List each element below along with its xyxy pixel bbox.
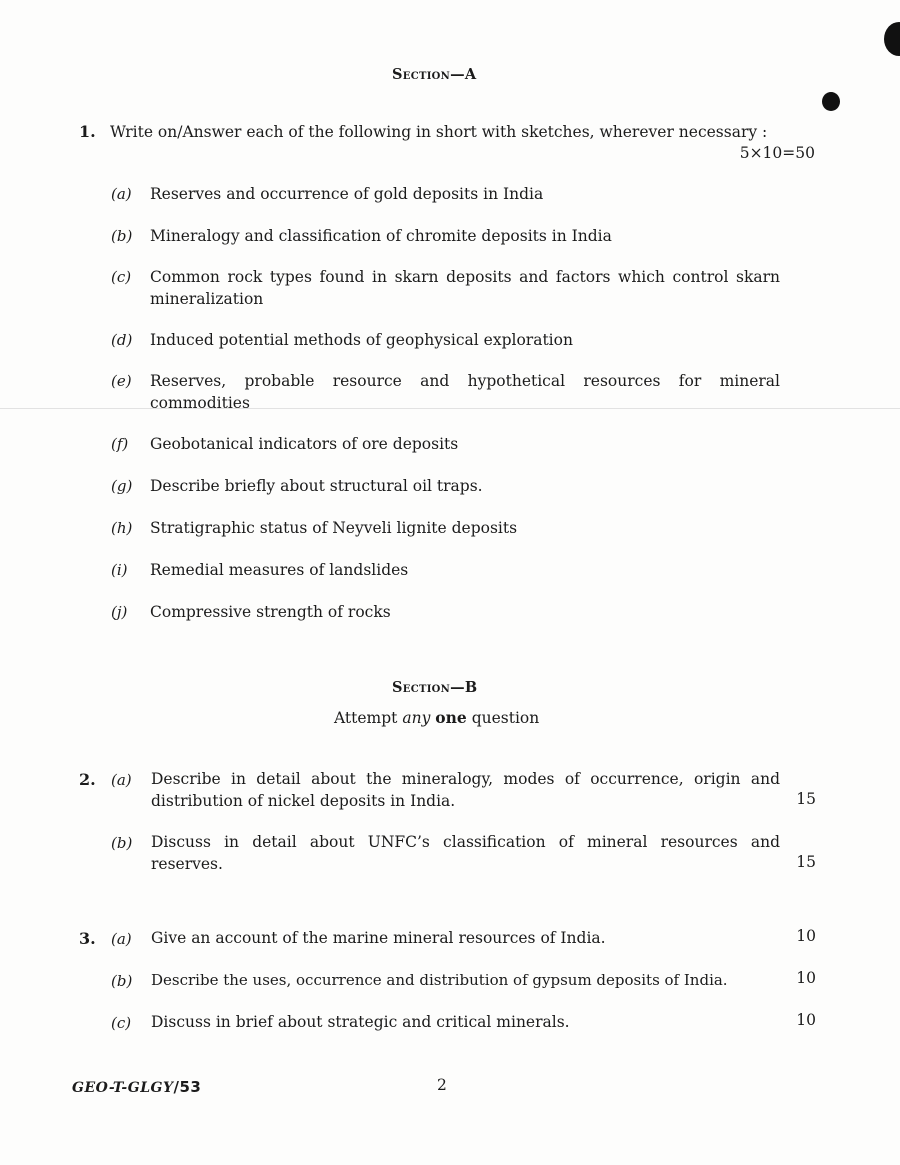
question-3b-label: (b) <box>111 972 133 990</box>
item-label-f: (f) <box>111 435 129 453</box>
question-3b-marks: 10 <box>796 969 816 987</box>
section-b-instruction <box>334 707 539 729</box>
instruction-one: one <box>435 708 467 727</box>
section-b-heading-word: Section <box>392 679 451 696</box>
item-text-e-line2: commodities <box>150 394 250 412</box>
question-2-number: 2. <box>79 770 96 789</box>
instruction-question: question <box>471 709 540 727</box>
fold-line <box>0 408 900 409</box>
question-3c-label: (c) <box>111 1014 132 1032</box>
question-3c-marks: 10 <box>796 1011 816 1029</box>
item-text-i: Remedial measures of landslides <box>150 561 409 579</box>
ink-dot-mark <box>822 92 840 111</box>
item-label-c: (c) <box>111 268 132 286</box>
paper-code-prefix: GEO-T-GLGY <box>72 1080 174 1096</box>
item-label-j: (j) <box>111 603 128 621</box>
item-text-c-line2: mineralization <box>150 290 264 308</box>
paper-code <box>72 1077 201 1096</box>
section-b-heading-letter: —B <box>450 679 478 696</box>
question-3a-text: Give an account of the marine mineral resources of India. <box>151 929 606 947</box>
item-text-e-line1: Reserves, probable resource and hypothetical resources for mineral <box>150 372 780 390</box>
question-1-number: 1. <box>79 122 96 141</box>
item-label-g: (g) <box>111 477 133 495</box>
section-a-heading <box>392 66 476 83</box>
item-label-i: (i) <box>111 561 128 579</box>
item-text-g: Describe briefly about structural oil traps. <box>150 477 483 495</box>
item-text-a: Reserves and occurrence of gold deposits in India <box>150 185 544 203</box>
item-label-d: (d) <box>111 331 133 349</box>
item-label-a: (a) <box>111 185 132 203</box>
section-a-heading-letter: —A <box>450 66 477 83</box>
instruction-attempt: Attempt <box>334 709 398 727</box>
item-label-b: (b) <box>111 227 133 245</box>
question-2a-line1: Describe in detail about the mineralogy, modes of occurrence, origin and <box>151 770 780 788</box>
question-3-number: 3. <box>79 929 96 948</box>
question-3a-label: (a) <box>111 930 132 948</box>
question-3a-marks: 10 <box>796 927 816 945</box>
question-2a-label: (a) <box>111 771 132 789</box>
section-a-heading-word: Section <box>392 66 451 83</box>
question-2a-line2: distribution of nickel deposits in India. <box>151 792 456 810</box>
item-text-c-line1: Common rock types found in skarn deposits and factors which control skarn <box>150 268 780 286</box>
paper-code-suffix: /53 <box>173 1078 202 1096</box>
instruction-any: any <box>402 709 431 727</box>
question-3b-text: Describe the uses, occurrence and distribution of gypsum deposits of India. <box>151 971 728 989</box>
item-text-b: Mineralogy and classification of chromite deposits in India <box>150 227 612 245</box>
item-text-d: Induced potential methods of geophysical exploration <box>150 331 573 349</box>
question-2b-line1: Discuss in detail about UNFC’s classification of mineral resources and <box>151 833 780 851</box>
question-2b-label: (b) <box>111 834 133 852</box>
section-b-heading <box>392 679 477 696</box>
question-3c-text: Discuss in brief about strategic and critical minerals. <box>151 1013 570 1031</box>
item-text-h: Stratigraphic status of Neyveli lignite deposits <box>150 519 518 537</box>
question-2b-marks: 15 <box>796 853 816 871</box>
item-label-h: (h) <box>111 519 133 537</box>
question-2a-marks: 15 <box>796 790 816 808</box>
punch-hole-mark <box>884 22 900 56</box>
item-text-j: Compressive strength of rocks <box>150 603 391 621</box>
item-text-f: Geobotanical indicators of ore deposits <box>150 435 459 453</box>
item-label-e: (e) <box>111 372 132 390</box>
question-2b-line2: reserves. <box>151 855 223 873</box>
question-1-prompt: Write on/Answer each of the following in short with sketches, wherever necessary : <box>110 123 768 141</box>
page-number: 2 <box>437 1076 447 1094</box>
question-1-marks: 5×10=50 <box>739 144 815 162</box>
